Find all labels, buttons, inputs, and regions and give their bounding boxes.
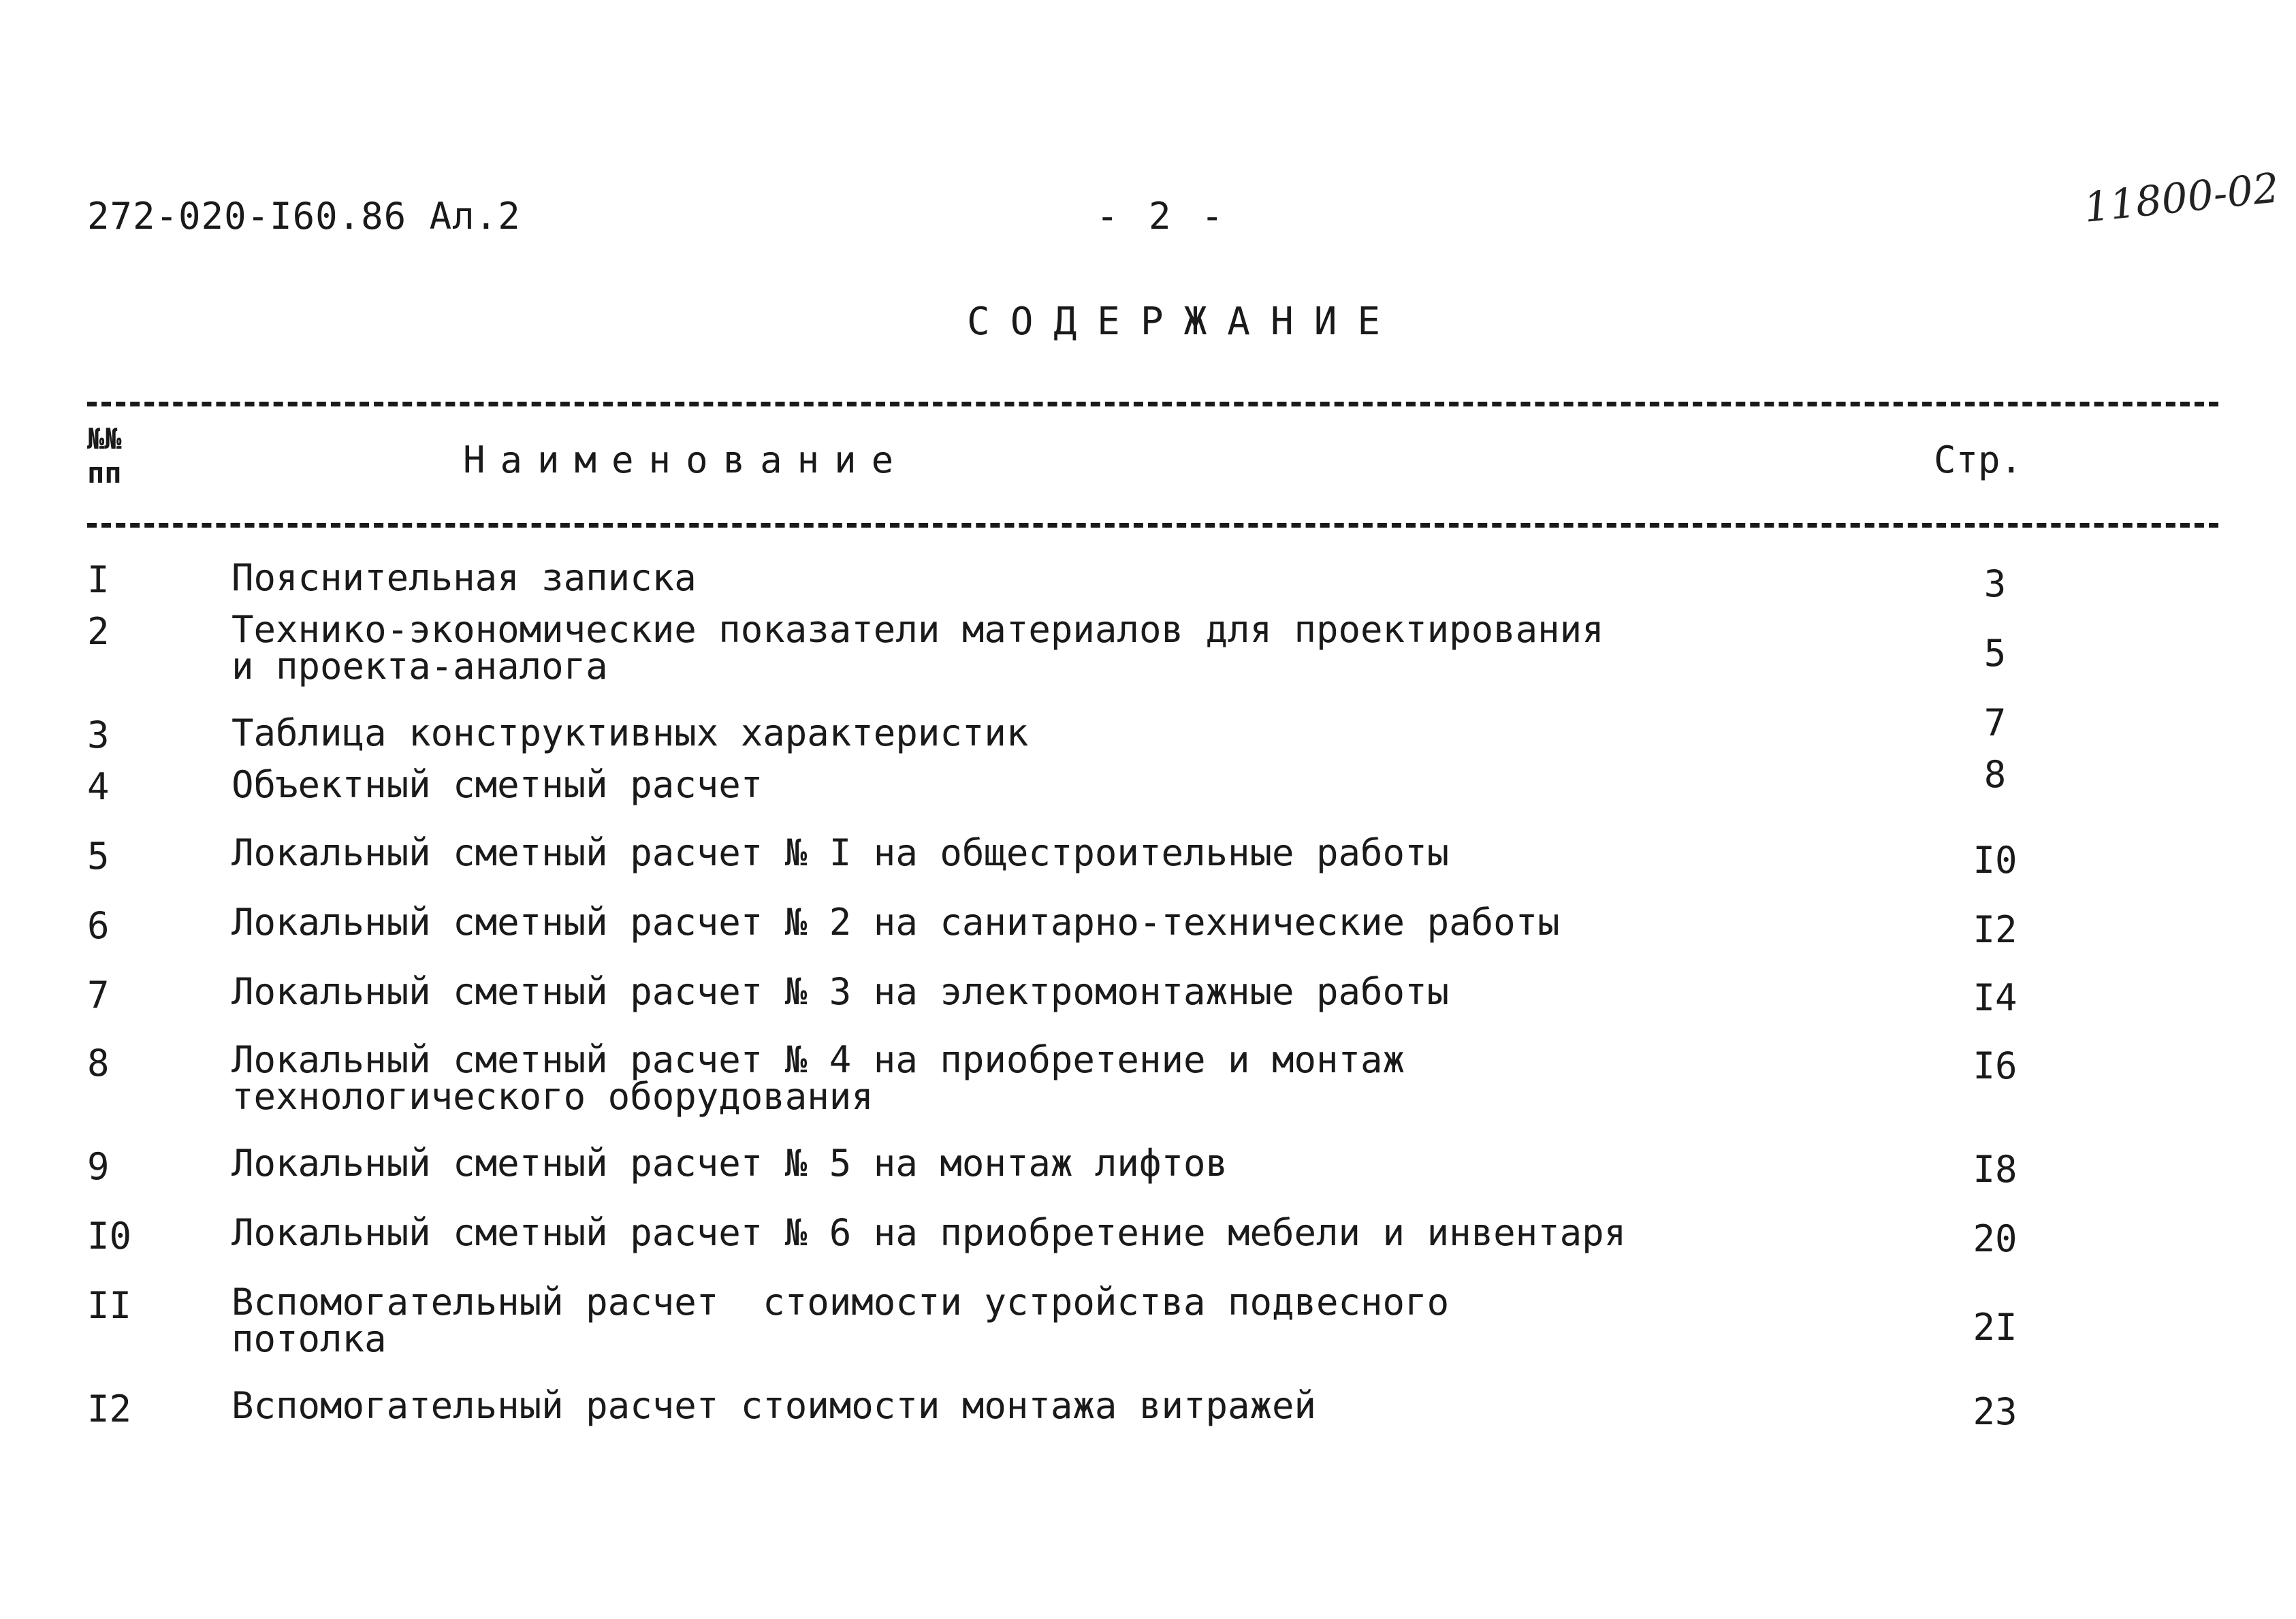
row-title: Локальный сметный расчет № 6 на приобретение мебели и инвентаря	[232, 1211, 1627, 1254]
row-number: I	[87, 558, 110, 601]
row-title: Объектный сметный расчет	[232, 763, 763, 806]
row-page: 2I	[1973, 1306, 2018, 1349]
row-number: I0	[87, 1215, 132, 1257]
table-top-rule	[87, 402, 2218, 406]
row-number: 7	[87, 974, 110, 1016]
row-title: Локальный сметный расчет № 3 на электромонтажные работы	[232, 970, 1450, 1013]
row-number: 3	[87, 714, 110, 756]
row-number: 9	[87, 1145, 110, 1188]
row-page: 20	[1973, 1217, 2018, 1260]
row-page: 23	[1973, 1390, 2018, 1433]
row-page: I2	[1973, 908, 2018, 951]
table-header-rule	[87, 523, 2218, 528]
row-title: Локальный сметный расчет № 4 на приобретение и монтаж технологического оборудования	[232, 1038, 1405, 1118]
handwritten-code: 11800-02	[2082, 164, 2282, 232]
column-header-name: Наименование	[463, 438, 909, 481]
row-page: I6	[1973, 1044, 2018, 1087]
row-page: I4	[1973, 976, 2018, 1019]
row-page: 7	[1983, 701, 2007, 744]
column-header-number: №№ пп	[87, 422, 122, 490]
row-page: 3	[1983, 562, 2007, 605]
document-code: 272-020-I60.86 Ал.2	[87, 195, 521, 238]
row-title: Вспомогательный расчет стоимости монтажа витражей	[232, 1384, 1317, 1427]
row-page: 8	[1983, 753, 2007, 796]
row-number: 2	[87, 610, 110, 653]
row-number: 6	[87, 904, 110, 947]
row-number: 8	[87, 1042, 110, 1085]
row-title: Вспомогательный расчет стоимости устройства подвесного потолка	[232, 1281, 1450, 1360]
row-title: Локальный сметный расчет № 2 на санитарно-технические работы	[232, 901, 1560, 944]
page-title: СОДЕРЖАНИЕ	[967, 300, 1401, 344]
row-title: Пояснительная записка	[232, 556, 697, 599]
row-title: Локальный сметный расчет № 5 на монтаж лифтов	[232, 1142, 1228, 1185]
page-number: - 2 -	[1096, 195, 1228, 238]
row-number: I2	[87, 1388, 132, 1430]
row-title: Технико-экономические показатели материалов для проектирования и проекта-аналога	[232, 608, 1604, 688]
row-title: Таблица конструктивных характеристик	[232, 711, 1029, 754]
row-title: Локальный сметный расчет № I на общестроительные работы	[232, 831, 1450, 874]
row-page: I0	[1973, 839, 2018, 882]
column-header-page: Стр.	[1934, 438, 2023, 481]
row-page: I8	[1973, 1148, 2018, 1191]
row-page: 5	[1983, 632, 2007, 675]
row-number: 4	[87, 765, 110, 808]
row-number: 5	[87, 835, 110, 878]
row-number: II	[87, 1284, 132, 1327]
